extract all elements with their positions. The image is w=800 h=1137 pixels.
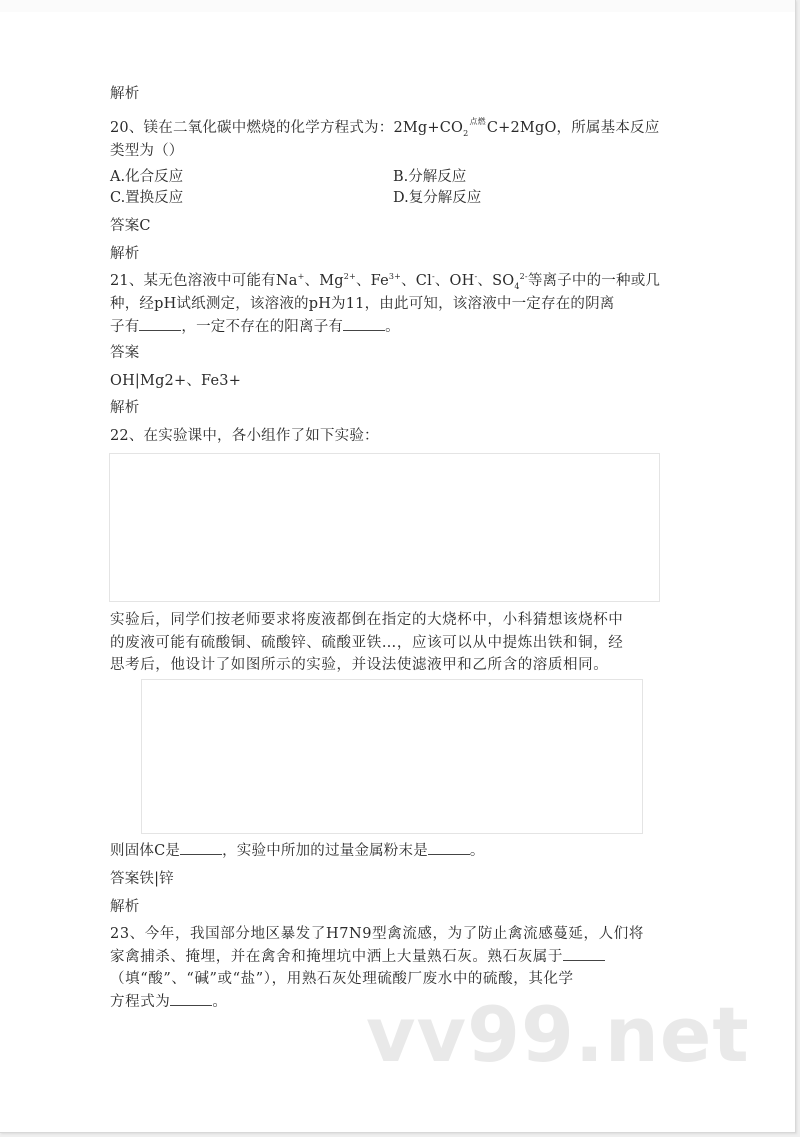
q21-line1 [110,270,660,292]
q20-line2: 类型为（） [110,143,184,159]
ion-charge-mg: 2+ [343,272,356,282]
q22-question-text-b: ，实验中所加的过量金属粉末是 [222,843,428,859]
q22-answer: 答案铁|锌 [110,871,174,887]
ion-charge-na: + [297,272,305,282]
q20-text-suffix: C+2MgO，所属基本反应 [486,120,660,136]
q20-option-d: D.复分解反应 [393,190,482,206]
ion-charge-fe: 3+ [388,272,402,282]
q20-line1 [110,117,659,141]
q22-line1: 22、在实验课中，各小组作了如下实验： [110,428,379,444]
q22-para-row: 思考后，他设计了如图所示的实验，并设法使滤液甲和乙所含的溶质相同。 [110,657,609,673]
q21-line3 [110,316,400,338]
page-top-band [0,0,795,12]
q20-co2-subscript: 2 [463,128,469,138]
q21-text-line3-a: 子有 [110,319,140,335]
q21-text-line3-c: 。 [385,319,400,335]
q22-blank-2 [428,840,470,855]
q20-option-c: C.置换反应 [110,190,184,206]
q21-text-line3-b: ，一定不存在的阳离子有 [181,319,344,335]
q23-row [110,946,680,969]
q20-option-a: A.化合反应 [110,169,184,185]
q21-answer-label: 答案 [110,345,140,361]
q21-text-b: 、Mg [304,273,344,289]
watermark: vv99.net [366,990,750,1079]
q20-option-b: B.分解反应 [393,169,467,185]
q21-text-g: 等离子中的一种或几 [527,273,661,289]
q20-answer: 答案C [110,218,151,234]
q21-line2: 种，经pH试纸测定，该溶液的pH为11，由此可知，该溶液中一定存在的阴离 [110,296,615,312]
q21-text-a: 21、某无色溶液中可能有Na [110,273,298,289]
q21-blank-1 [139,316,181,331]
q21-text-f: 、SO [477,273,515,289]
q23-row: （填“酸”、“碱”或“盐”），用熟石灰处理硫酸厂废水中的硫酸，其化学 [110,971,574,987]
q22-question-text-c: 。 [469,843,485,859]
experiment-figure-1 [109,453,660,602]
q22-analysis-label: 解析 [110,899,140,915]
q21-text-c: 、Fe [355,273,389,289]
q22-blank-1 [180,840,222,855]
q23-row2-text: 家禽捕杀、掩埋，并在禽舍和掩埋坑中洒上大量熟石灰。熟石灰属于 [110,948,563,965]
q23-row [110,991,680,1014]
analysis-label: 解析 [110,86,140,102]
q22-para-row: 实验后，同学们按老师要求将废液都倒在指定的大烧杯中，小科猜想该烧杯中 [110,612,624,628]
q23-blank-2 [170,991,212,1006]
experiment-figure-2 [141,679,643,834]
q23-row4-end: 。 [212,993,228,1010]
q21-text-e: 、OH [434,273,475,289]
so4-subscript: 4 [514,281,520,291]
q23-row: 23、今年，我国部分地区暴发了H7N9型禽流感，为了防止禽流感蔓延，人们将 [110,926,644,942]
q21-answer: OH|Mg2+、Fe3+ [110,373,242,389]
q23-row4-text: 方程式为 [110,993,171,1010]
q23-paragraph [110,923,680,1013]
q21-text-d: 、Cl [401,273,432,289]
ion-charge-so4: 2- [519,272,528,282]
q22-paragraph [110,609,680,677]
q20-text-prefix: 20、镁在二氧化碳中燃烧的化学方程式为：2Mg+CO [110,120,464,136]
q22-para-row: 的废液可能有硫酸铜、硫酸锌、硫酸亚铁…，应该可以从中提炼出铁和铜，经 [110,634,624,651]
ion-charge-oh: - [474,272,478,282]
q21-analysis-label: 解析 [110,400,140,416]
q22-question-text-a: 则固体C是 [110,843,181,859]
q22-question [110,840,485,862]
ion-charge-cl: - [431,272,435,282]
q20-analysis-label: 解析 [110,246,140,262]
q21-blank-2 [343,316,385,331]
q23-blank-1 [563,946,605,961]
q20-reaction-condition: 点燃 [469,117,486,126]
